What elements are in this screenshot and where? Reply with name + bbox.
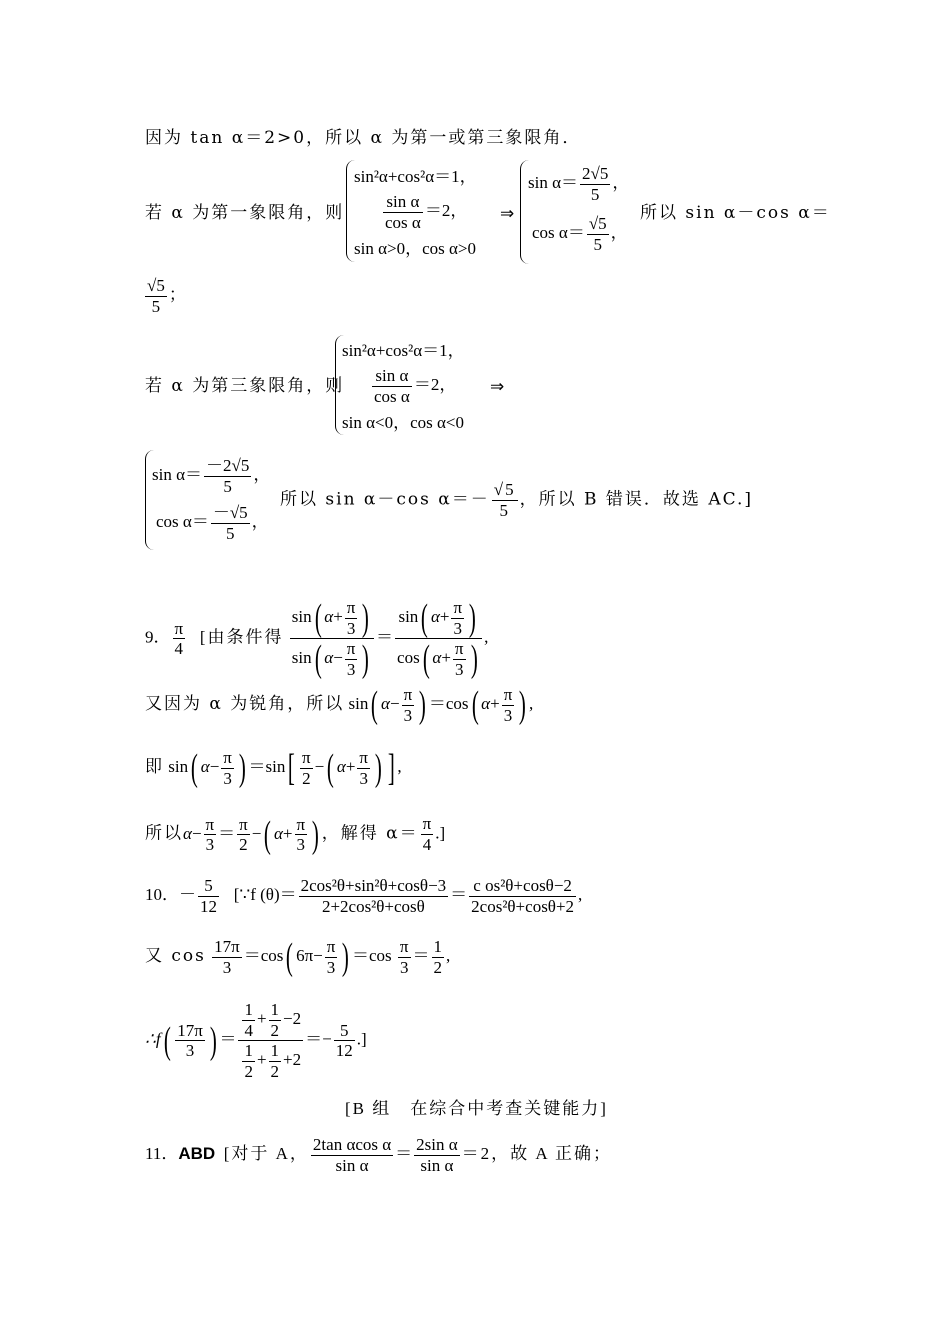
question-9: 9． $\frac{\pi}{4}$ [由条件得 sin( α+ $\frac{\pi}{3}$ ) sin( α− $\frac{\pi}{3}$ ) ＝ sin( α+ $\frac{\pi}{3}$ ) cos( α+ $\frac{\pi}{3}$ ) , [145, 597, 489, 681]
question-11: 11．ABD [对于 A， $\frac{\text{2tan αcos α}}{\text{sin α}}$ ＝ $\frac{\text{2sin α}}{\text{sin α}}$ ＝2，故 A 正确； [145, 1135, 613, 1175]
section-heading: [B 组 在综合中考查关键能力] [345, 1099, 608, 1118]
q9-line-3: 即 sin( α− $\frac{\pi}{3}$ ) ＝sin[ $\frac{\pi}{2}$ −( α+ $\frac{\pi}{3}$ ) ] , [145, 747, 402, 790]
solution-line-1: 因为 tan α＝2>0，所以 α 为第一或第三象限角． [145, 128, 582, 148]
third-quadrant-label: 若 α 为第三象限角，则 [145, 376, 345, 396]
implies-arrow: ⇒ [500, 204, 515, 223]
difference-value: $\frac{√5}{5}$ ； [147, 276, 186, 316]
q9-line-2: 又因为 α 为锐角，所以 sin( α− $\frac{\pi}{3}$ ) ＝cos( α+ $\frac{\pi}{3}$ ) , [145, 684, 534, 727]
ratio-eq-3: $\frac{\text{sin α}}{\text{cos α}}$ ＝2， [374, 366, 457, 406]
sign-condition-3: sin α<0，cos α<0 [342, 413, 464, 432]
question-10: 10．－ $\frac{5}{12}$ [∵f (θ)＝ $\frac{\text{2cos²θ+sin²θ+cosθ−3}}{\text{2+2cos²θ+cosθ}}$ ＝ $\frac{\text{c os²θ+cosθ−2}}{\text{2cos²θ+cosθ+2}}$ , [145, 876, 583, 916]
implies-arrow-3: ⇒ [490, 377, 505, 396]
q10-line-2: 又 cos $\frac{17\pi}{3}$ ＝cos( 6π− $\frac{\pi}{3}$ ) ＝cos $\frac{\pi}{3}$ ＝ $\frac{1}{2}$ , [145, 936, 451, 979]
q10-line-3: ∴f( $\frac{17\pi}{3}$ ) ＝ $\frac{1}{4}$ + $\frac{1}{2}$ −2 $\frac{1}{2}$ + $\frac{1}{2}$ +2 ＝− $\frac{5}{12}$ .] [145, 1000, 367, 1081]
first-quadrant-label: 若 α 为第一象限角，则 [145, 203, 345, 223]
sign-condition: sin α>0，cos α>0 [354, 239, 476, 258]
difference-result: 所以 sin α－cos α＝ [640, 203, 831, 223]
sin-result: sin α＝ $\frac{2√5}{5}$ ， [528, 164, 630, 204]
cos-result: cos α＝ $\frac{√5}{5}$ ， [532, 214, 628, 254]
conclusion-8: 所以 sin α－cos α＝－ $\frac{√5}{5}$ ，所以 B 错误．故选 AC.] [280, 480, 754, 520]
ratio-eq: $\frac{\text{sin α}}{\text{cos α}}$ ＝2， [385, 192, 468, 232]
identity-eq-3: sin²α+cos²α＝1， [342, 341, 465, 360]
cos-result-3: cos α＝ $\frac{-√5}{5}$ ， [156, 503, 269, 543]
identity-eq: sin²α+cos²α＝1， [354, 167, 477, 186]
q9-line-4: 所以α− $\frac{\pi}{3}$ ＝ $\frac{\pi}{2}$ −( α+ $\frac{\pi}{3}$ ) ，解得 α＝ $\frac{\pi}{4}$ .] [145, 813, 446, 856]
sin-result-3: sin α＝ $\frac{-2√5}{5}$ ， [152, 456, 271, 496]
